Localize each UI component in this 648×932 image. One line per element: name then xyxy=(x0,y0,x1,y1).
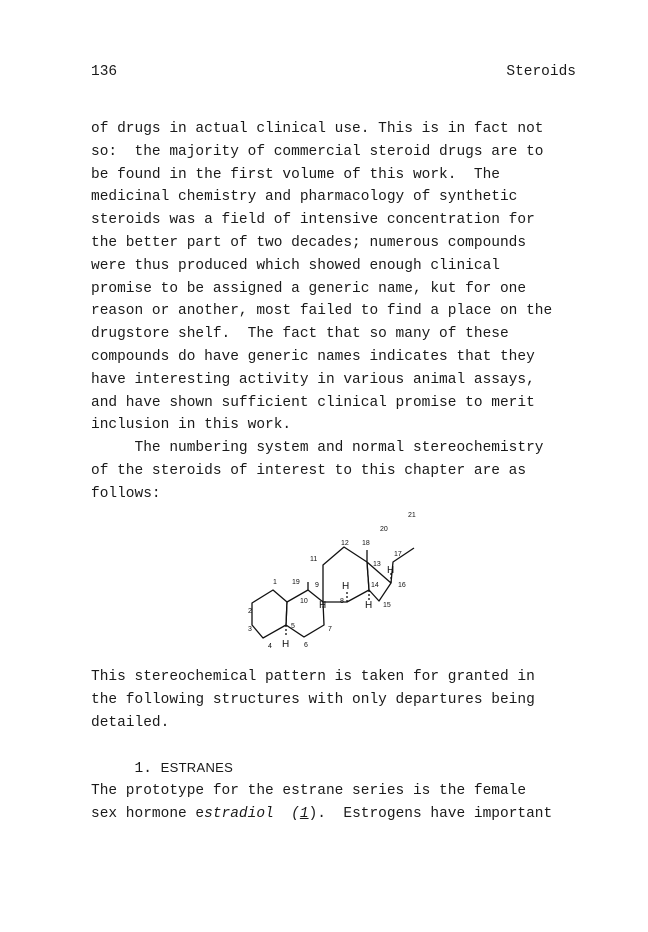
page-number: 136 xyxy=(91,64,118,80)
text-line: were thus produced which showed enough clinical xyxy=(91,257,500,274)
section-estranes xyxy=(91,757,591,825)
atom-number-17: 17 xyxy=(394,551,402,558)
section-number: 1. xyxy=(134,761,152,777)
text-line: the better part of two decades; numerous compounds xyxy=(91,234,527,251)
ring-c xyxy=(323,547,369,602)
text-line: promise to be assigned a generic name, kut for one xyxy=(91,280,527,297)
text-line: steroids was a field of intensive concentration for xyxy=(91,212,535,229)
compound-name: stradiol xyxy=(204,805,274,822)
paragraph-1 xyxy=(91,118,591,506)
steroid-numbering-structure xyxy=(240,505,440,655)
atom-number-14: 14 xyxy=(371,582,379,589)
text-line: follows: xyxy=(91,485,161,502)
atom-number-19: 19 xyxy=(292,579,300,586)
atom-number-21: 21 xyxy=(408,512,416,519)
text-line: be found in the first volume of this work. The xyxy=(91,166,500,183)
atom-number-13: 13 xyxy=(373,561,381,568)
atom-number-2: 2 xyxy=(248,608,252,615)
hydrogen-label-14: H xyxy=(365,600,373,611)
section-heading-text: ESTRANES xyxy=(160,760,234,775)
text-line: so: the majority of commercial steroid drugs are to xyxy=(91,143,544,160)
text-segment: Estrogens have important xyxy=(325,805,553,822)
text-line: the following structures with only departures being xyxy=(91,691,535,708)
atom-number-20: 20 xyxy=(380,526,388,533)
atom-number-11: 11 xyxy=(310,556,318,563)
atom-number-16: 16 xyxy=(398,582,406,589)
atom-number-12: 12 xyxy=(341,540,349,547)
paragraph-2 xyxy=(91,666,591,734)
text-line: drugstore shelf. The fact that so many of these xyxy=(91,326,509,343)
text-line: compounds do have generic names indicates that they xyxy=(91,348,535,365)
atom-number-9: 9 xyxy=(315,582,319,589)
section-heading xyxy=(91,757,591,780)
atom-number-5: 5 xyxy=(291,623,295,630)
text-line: and have shown sufficient clinical promise to merit xyxy=(91,394,535,411)
ref-open: ( xyxy=(291,805,300,822)
running-title: Steroids xyxy=(506,64,576,80)
text-line: reason or another, most failed to find a place on the xyxy=(91,303,553,320)
text-line: have interesting activity in various animal assays, xyxy=(91,371,535,388)
hydrogen-label-8: H xyxy=(319,600,327,611)
text-line: detailed. xyxy=(91,714,170,731)
atom-number-10: 10 xyxy=(300,598,308,605)
hydrogen-label-9: H xyxy=(342,581,350,592)
text-line xyxy=(91,803,591,826)
atom-number-1: 1 xyxy=(273,579,277,586)
text-line: This stereochemical pattern is taken for granted in xyxy=(91,669,535,685)
atom-number-7: 7 xyxy=(328,626,332,633)
ref-close: ). xyxy=(308,805,326,822)
atom-number-18: 18 xyxy=(362,540,370,547)
text-line: inclusion in this work. xyxy=(91,417,292,434)
compound-reference: 1 xyxy=(299,805,309,822)
text-line: medicinal chemistry and pharmacology of synthetic xyxy=(91,189,518,206)
atom-number-3: 3 xyxy=(248,626,252,633)
atom-number-6: 6 xyxy=(304,642,308,649)
atom-number-15: 15 xyxy=(383,602,391,609)
atom-number-4: 4 xyxy=(268,643,272,650)
text-line: The prototype for the estrane series is the female xyxy=(91,782,527,799)
text-line: of drugs in actual clinical use. This is in fact not xyxy=(91,121,544,137)
ring-a xyxy=(252,590,287,638)
atom-number-8: 8 xyxy=(340,598,344,605)
text-segment: sex hormone e xyxy=(91,805,205,822)
text-line: The numbering system and normal stereochemistry xyxy=(91,440,544,457)
hydrogen-label-17: H xyxy=(387,565,395,576)
text-line: of the steroids of interest to this chapter are as xyxy=(91,462,527,479)
hydrogen-label-5: H xyxy=(282,639,290,650)
